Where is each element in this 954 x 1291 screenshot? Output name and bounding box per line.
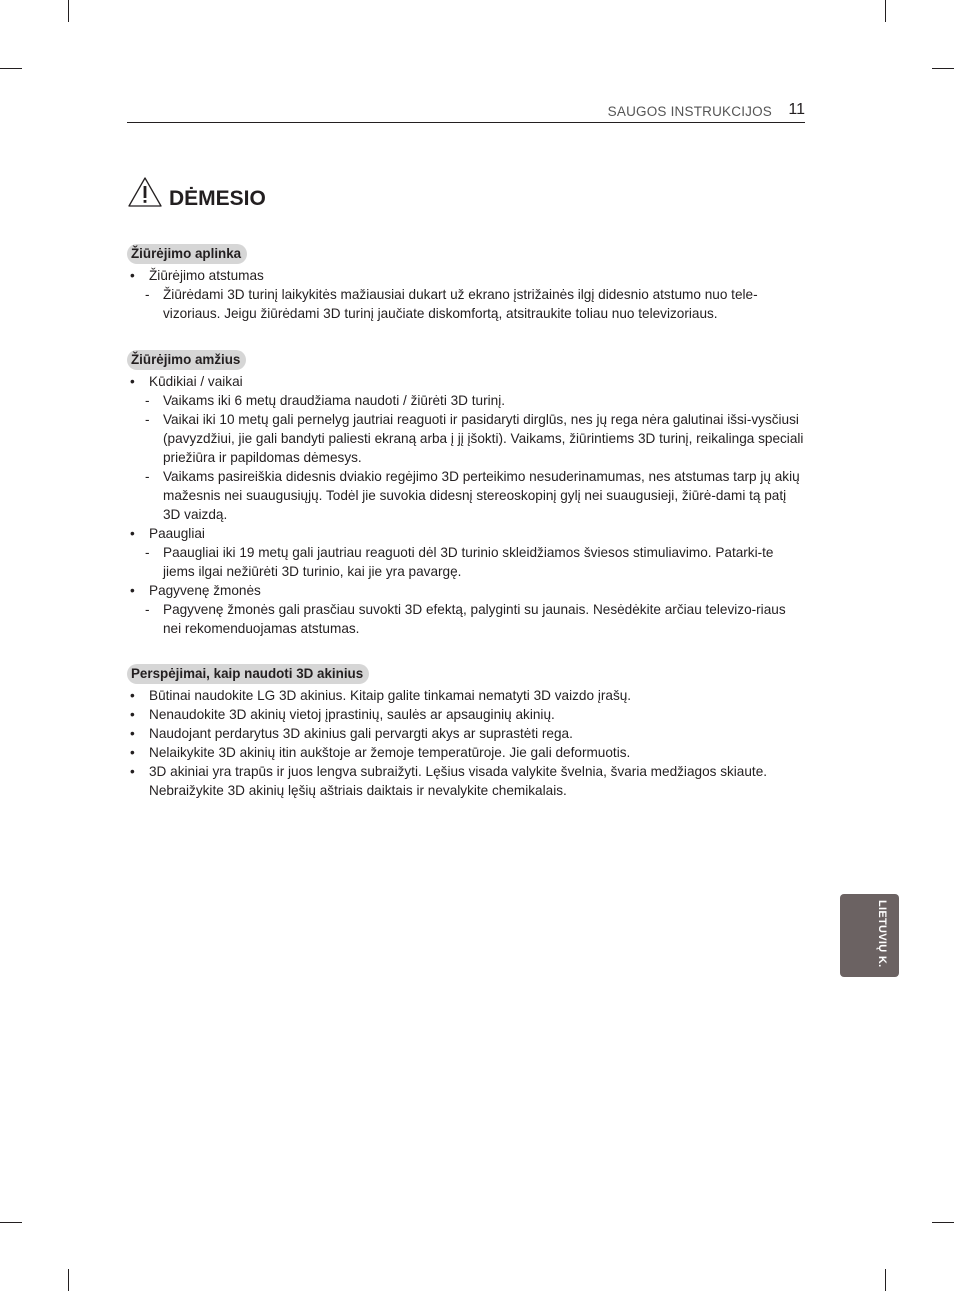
crop-mark xyxy=(932,1222,954,1223)
sub-list-item: - Vaikams pasireiškia didesnis dviakio regėjimo 3D perteikimo nesuderinamumas, nes atstumas tarp jų akių mažesnis nei suaugusiųjų. Todėl jie suvokia didesnį stereoskopinį gylį nei suaugusieji, žiūrė-dami tą patį 3D vaizdą. xyxy=(127,467,807,524)
crop-mark xyxy=(0,68,22,69)
language-tab xyxy=(840,894,899,977)
crop-mark xyxy=(68,1269,69,1291)
crop-mark xyxy=(885,0,886,22)
list-item: • Paaugliai xyxy=(127,524,807,543)
list-item: • 3D akiniai yra trapūs ir juos lengva subraižyti. Lęšius visada valykite švelnia, švaria medžiagos skiaute. Nebraižykite 3D akinių lęšių aštriais daiktais ir nevalykite chemikalais. xyxy=(127,762,807,800)
list-item: • Žiūrėjimo atstumas xyxy=(127,266,807,285)
list-item: • Pagyvenę žmonės xyxy=(127,581,807,600)
section-viewing-environment xyxy=(127,244,807,323)
section-heading: Žiūrėjimo aplinka xyxy=(127,244,247,264)
list-item: • Nenaudokite 3D akinių vietoj įprastinių, saulės ar apsauginių akinių. xyxy=(127,705,807,724)
sub-list-item: - Vaikams iki 6 metų draudžiama naudoti / žiūrėti 3D turinį. xyxy=(127,391,807,410)
list-item: • Nelaikykite 3D akinių itin aukštoje ar žemoje temperatūroje. Jie gali deformuotis. xyxy=(127,743,807,762)
list-item: • Naudojant perdarytus 3D akinius gali pervargti akys ar suprastėti rega. xyxy=(127,724,807,743)
list-item: • Būtinai naudokite LG 3D akinius. Kitaip galite tinkamai nematyti 3D vaizdo įrašų. xyxy=(127,686,807,705)
crop-mark xyxy=(932,68,954,69)
crop-mark xyxy=(885,1269,886,1291)
page-header xyxy=(127,101,805,123)
sub-list-item: - Paaugliai iki 19 metų gali jautriau reaguoti dėl 3D turinio skleidžiamos šviesos stimuliavimo. Patarki-te jiems ilgai nežiūrėti 3D turinio, kai jie yra pavargę. xyxy=(127,543,807,581)
crop-mark xyxy=(0,1222,22,1223)
section-viewing-age xyxy=(127,350,807,638)
sub-list-item: - Vaikai iki 10 metų gali pernelyg jautriai reaguoti ir pasidaryti dirglūs, nes jų rega nėra galutinai išsi-vysčiusi (pavyzdžiui, jie gali bandyti paliesti ekraną arba į jį įšokti). Vaikams, žiūrintiems 3D turinį, reikalinga speciali priežiūra ir papildomas dėmesys. xyxy=(127,410,807,467)
list-item: • Kūdikiai / vaikai xyxy=(127,372,807,391)
section-3d-glasses-warnings xyxy=(127,664,807,800)
language-tab-label: LIETUVIŲ K. xyxy=(876,900,888,968)
sub-list-item: - Pagyvenę žmonės gali prasčiau suvokti 3D efektą, palyginti su jaunais. Nesėdėkite arčiau televizo-riaus nei rekomenduojamas atstumas. xyxy=(127,600,807,638)
section-heading: Žiūrėjimo amžius xyxy=(127,350,246,370)
warning-triangle-icon xyxy=(127,176,163,208)
crop-mark xyxy=(68,0,69,22)
page-title: DĖMESIO xyxy=(169,187,266,210)
sub-list-item: - Žiūrėdami 3D turinį laikykitės mažiausiai dukart už ekrano įstrižainės ilgį didesnio atstumo nuo tele-vizoriaus. Jeigu žiūrėdami 3D turinį jaučiate diskomfortą, atsitraukite toliau nuo televizoriaus. xyxy=(127,285,807,323)
page-number: 11 xyxy=(788,101,805,118)
header-section-title: SAUGOS INSTRUKCIJOS xyxy=(607,104,772,119)
section-heading: Perspėjimai, kaip naudoti 3D akinius xyxy=(127,664,369,684)
